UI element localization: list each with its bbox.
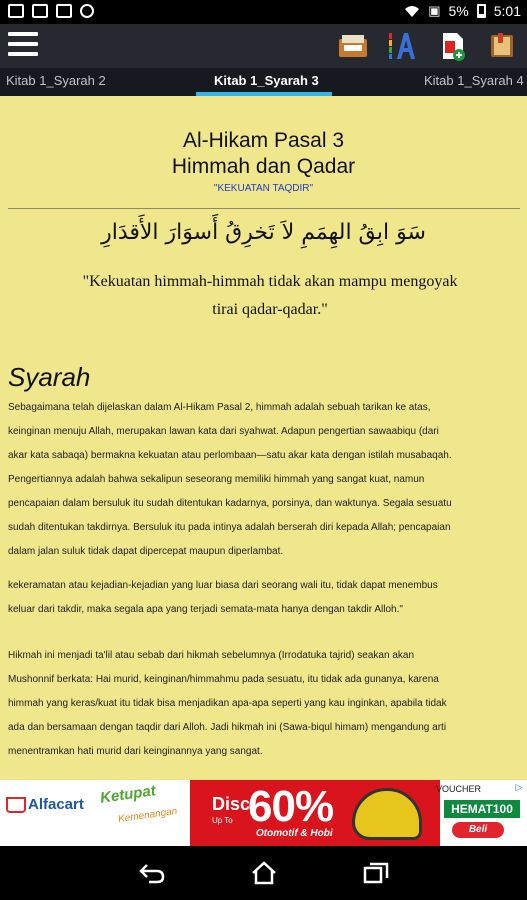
text-line: himmah yang keras/kuat itu tidak bisa menjadikan apa-apa seperti yang kau inginkan, apabila tidak [8,698,447,709]
text-line: keinginan menuju Allah, merupakan lawan kata dari syahwat. Adapun pengertian sawaabiqu (dari [8,426,439,437]
clock: 5:01 [493,3,521,19]
add-bookmark-icon[interactable] [437,30,469,62]
text-line: dalam jalan suluk tidak dapat dipercepat maupun diperlambat. [8,546,284,557]
text-line: kekeramatan atau kejadian-kejadian yang luar biasa dari seorang wali itu, tidak dapat menembus [8,580,438,591]
wifi-icon [404,4,420,18]
ad-percent: 60% [248,782,334,831]
home-icon[interactable] [246,858,282,888]
ad-brand-name: Alfacart [28,796,84,813]
paragraph-3 [8,644,520,764]
status-bar [0,0,527,24]
ad-promo-subtitle: Kemenangan [117,805,178,826]
cart-icon [6,797,26,813]
section-heading: Syarah [8,362,91,392]
back-icon[interactable] [134,858,170,888]
tab-kitab-1-syarah-3[interactable]: Kitab 1_Syarah 3 [214,73,319,88]
page-subtitle-title: Himmah dan Qadar [171,155,356,178]
recent-apps-icon[interactable] [358,858,394,888]
text-line: keluar dari takdir, maka segala apa yang terjadi semata-mata hanya dengan takdir Alloh." [8,604,403,615]
tab-kitab-1-syarah-2[interactable]: Kitab 1_Syarah 2 [6,73,106,88]
ad-brand-logo [6,796,84,813]
image-notification-icon [8,4,24,18]
quote-line-2: tirai qadar-qadar." [212,301,328,318]
divider [8,208,520,209]
ad-buy-button[interactable]: Beli [452,822,504,838]
text-line: Mushonnif berkata: Hai murid, keinginan/himmahmu pada sesuatu, itu tidak ada gunanya, karena [8,674,439,685]
ad-choices-icon[interactable]: ▷ [515,783,523,793]
battery-icon [477,4,486,18]
shop-notification-icon [56,4,72,18]
ad-banner[interactable] [0,780,527,846]
action-bar [0,24,527,68]
article-content[interactable] [0,96,527,780]
ad-voucher-code: HEMAT100 [444,800,520,818]
notification-icons [8,4,94,18]
font-size-icon[interactable] [387,30,419,62]
menu-icon[interactable] [8,32,38,60]
paragraph-2 [8,574,520,622]
game-controller-icon [80,4,94,18]
text-line: pencapaian dalam bersuluk itu sudah ditentukan kadarnya, porsinya, dan waktunya. Segala sesuatu [8,498,452,509]
subtitle-link[interactable]: "KEKUATAN TAQDIR" [213,183,314,194]
battery-percent: 5% [448,3,469,19]
ad-category: Otomotif & Hobi [256,828,333,839]
arabic-book-icon[interactable] [337,30,369,62]
no-sim-icon: ▣ [428,3,441,18]
ad-voucher-label: VOUCHER [436,784,482,794]
ad-promo-title: Ketupat [99,782,157,807]
arabic-text: سَوَ ابِقُ الهِمَمِ لاَ تَخرِقُ أَسوَارَ الأَقدَارِ [101,220,426,245]
folder-notification-icon [32,4,48,18]
text-line: Pengertiannya adalah bahwa sekalipun seseorang memiliki himmah yang sangat kuat, namun [8,474,425,485]
page-title: Al-Hikam Pasal 3 [182,129,345,152]
text-line: ada dan bersamaan dengan taqdir dari Alloh. Jadi hikmah ini (Sawa-biqul himam) mengandung arti [8,722,447,733]
library-book-icon[interactable] [487,30,519,62]
paragraph-1 [8,396,520,564]
ad-disc-label: Disc [212,794,251,814]
chapter-tabs [0,68,527,96]
text-line: sudah ditentukan takdirnya. Bersuluk itu pada intinya adalah berserah diri kepada Allah; pencapaian [8,522,451,533]
text-line: akar kata sabaqa) bermakna kekuatan atau perlombaan—satu akar kata dengan istilah musabaqah. [8,450,452,461]
text-line: Hikmah ini menjadi ta'lil atau sebab dari hikmah sebelumnya (Irrodatuka tajrid) seakan akan [8,650,415,661]
navigation-bar [0,846,527,900]
action-bar-buttons [337,30,519,62]
text-line: menentramkan hati murid dari keinginannya yang sangat. [8,746,263,757]
quote-line-1: "Kekuatan himmah-himmah tidak akan mampu mengoyak [82,273,458,290]
translation-quote [60,268,480,324]
ad-upto-label: Up To [212,816,233,825]
text-line: Sebagaimana telah dijelaskan dalam Al-Hikam Pasal 2, himmah adalah sebuah tarikan ke atas, [8,402,431,413]
tab-kitab-1-syarah-4[interactable]: Kitab 1_Syarah 4 [424,73,524,88]
